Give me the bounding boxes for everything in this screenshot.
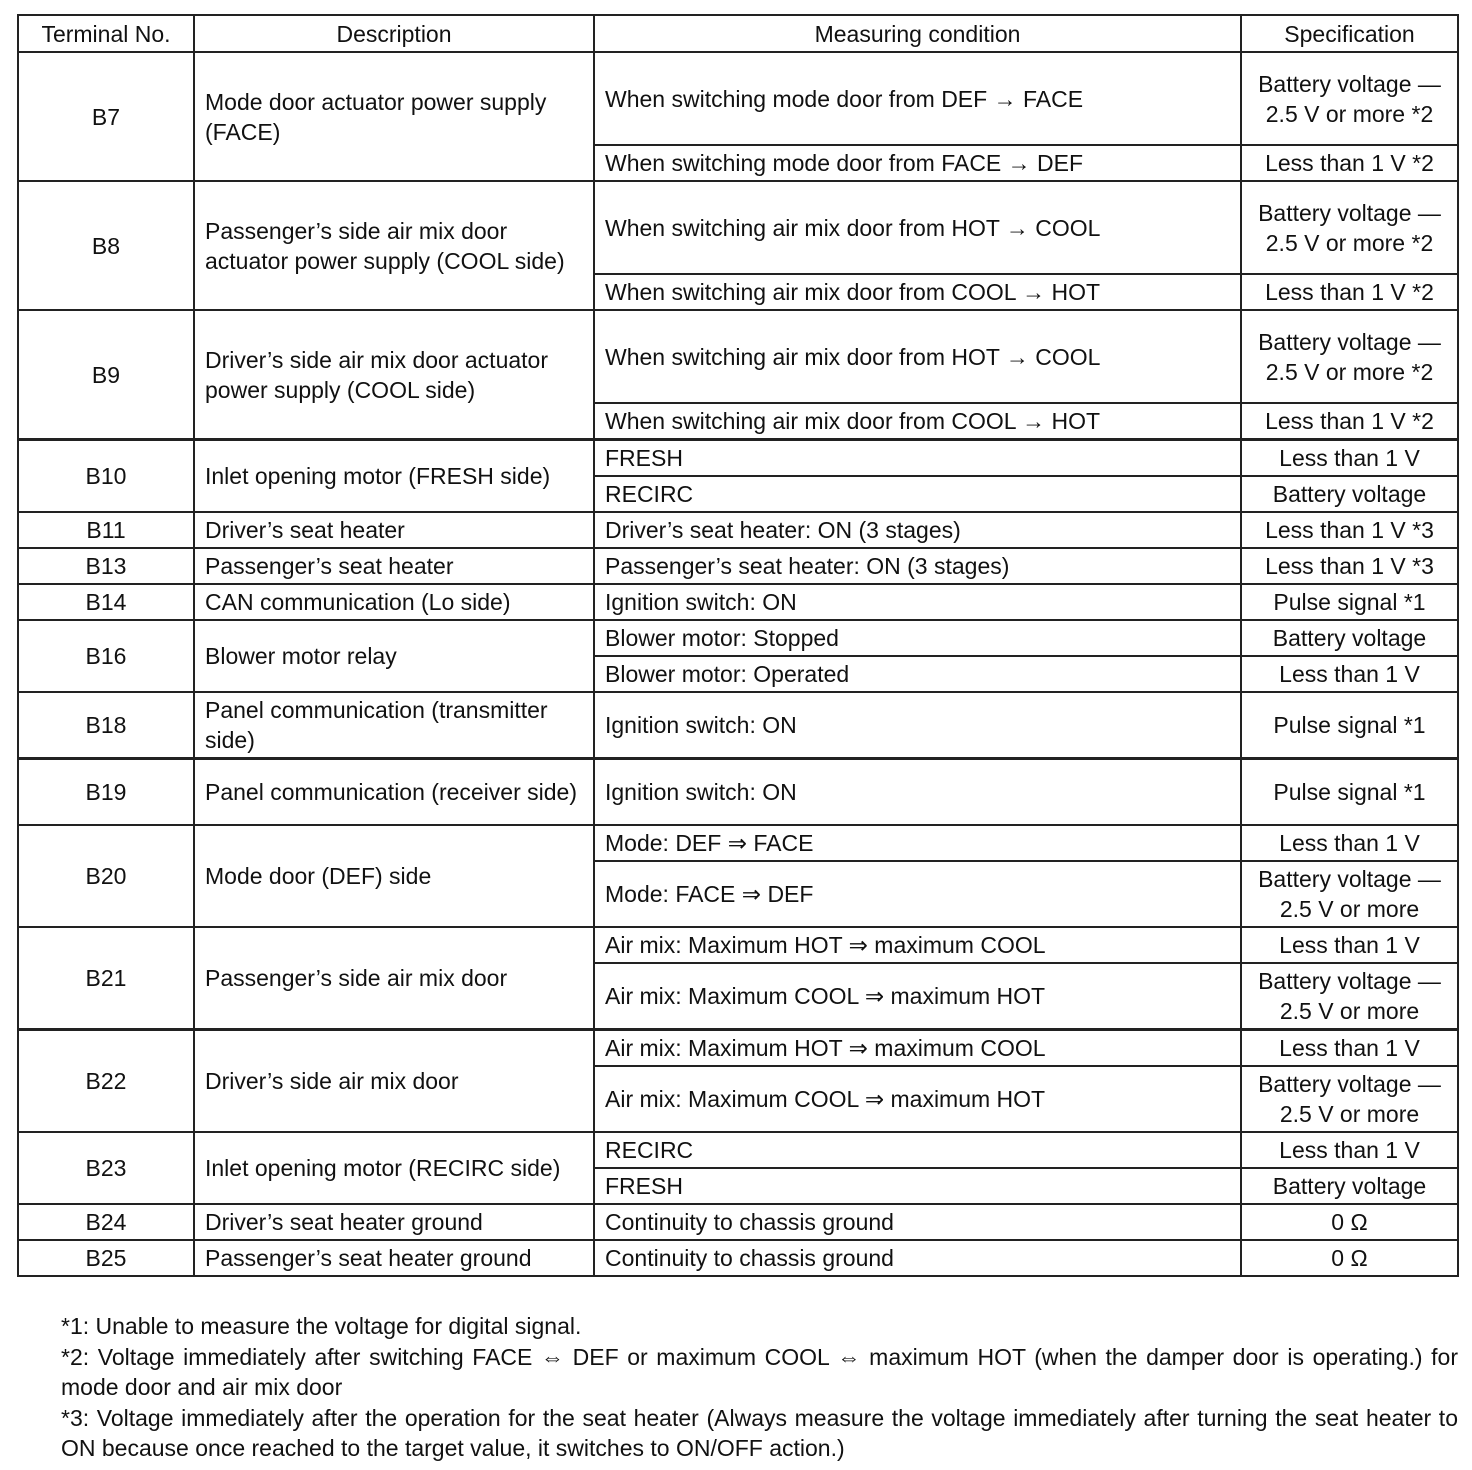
footnote-1: *1: Unable to measure the voltage for digital signal. [61,1313,582,1339]
specification: Less than 1 V *3 [1241,512,1458,548]
terminal-description: CAN communication (Lo side) [194,584,594,620]
terminal-description: Driver’s seat heater ground [194,1204,594,1240]
table-row [18,1240,1458,1276]
terminal-number: B14 [18,584,194,620]
specification: Less than 1 V [1241,1132,1458,1168]
table-header-row [18,15,1458,52]
measuring-condition: Air mix: Maximum HOT ⇒ maximum COOL [594,927,1241,963]
measuring-condition: Blower motor: Operated [594,656,1241,692]
terminal-description: Passenger’s seat heater [194,548,594,584]
table-row [18,310,1458,403]
measuring-condition: Blower motor: Stopped [594,620,1241,656]
table-row [18,1030,1458,1067]
measuring-condition: When switching air mix door from HOT → COOL [594,310,1241,403]
specification: Battery voltage [1241,476,1458,512]
terminal-number: B21 [18,927,194,1030]
measuring-condition: When switching mode door from FACE → DEF [594,145,1241,181]
terminal-number: B13 [18,548,194,584]
specification: 0 Ω [1241,1204,1458,1240]
measuring-condition: Mode: FACE ⇒ DEF [594,861,1241,927]
measuring-condition: Ignition switch: ON [594,584,1241,620]
measuring-condition: Air mix: Maximum HOT ⇒ maximum COOL [594,1030,1241,1067]
terminal-number: B22 [18,1030,194,1133]
specification: Battery voltage [1241,620,1458,656]
terminal-description: Inlet opening motor (RECIRC side) [194,1132,594,1204]
terminal-description: Mode door (DEF) side [194,825,594,927]
header-measuring-condition: Measuring condition [594,15,1241,52]
terminal-number: B18 [18,692,194,759]
terminal-number: B7 [18,52,194,181]
terminal-number: B23 [18,1132,194,1204]
terminal-number: B19 [18,759,194,826]
terminal-description: Panel communication (transmitter side) [194,692,594,759]
terminal-number: B24 [18,1204,194,1240]
measuring-condition: Ignition switch: ON [594,759,1241,826]
table-row [18,52,1458,145]
measuring-condition: When switching air mix door from HOT → COOL [594,181,1241,274]
terminal-number: B8 [18,181,194,310]
measuring-condition: Ignition switch: ON [594,692,1241,759]
measuring-condition: FRESH [594,440,1241,477]
specification: 0 Ω [1241,1240,1458,1276]
specification: Less than 1 V [1241,440,1458,477]
terminal-description: Mode door actuator power supply (FACE) [194,52,594,181]
terminal-spec-table [17,14,1459,1277]
terminal-description: Passenger’s side air mix door actuator power supply (COOL side) [194,181,594,310]
measuring-condition: RECIRC [594,476,1241,512]
table-row [18,181,1458,274]
specification: Battery voltage — 2.5 V or more [1241,861,1458,927]
measuring-condition: When switching mode door from DEF → FACE [594,52,1241,145]
specification: Battery voltage — 2.5 V or more *2 [1241,310,1458,403]
measuring-condition: RECIRC [594,1132,1241,1168]
terminal-number: B9 [18,310,194,440]
measuring-condition: Mode: DEF ⇒ FACE [594,825,1241,861]
specification: Pulse signal *1 [1241,692,1458,759]
measuring-condition: Air mix: Maximum COOL ⇒ maximum HOT [594,963,1241,1030]
terminal-description: Panel communication (receiver side) [194,759,594,826]
measuring-condition: Continuity to chassis ground [594,1204,1241,1240]
table-row [18,759,1458,826]
terminal-description: Driver’s seat heater [194,512,594,548]
table-row [18,1204,1458,1240]
specification: Less than 1 V *2 [1241,403,1458,440]
measuring-condition: Air mix: Maximum COOL ⇒ maximum HOT [594,1066,1241,1132]
specification: Less than 1 V [1241,825,1458,861]
specification: Less than 1 V [1241,927,1458,963]
table-row [18,825,1458,861]
terminal-description: Driver’s side air mix door [194,1030,594,1133]
header-specification: Specification [1241,15,1458,52]
specification: Less than 1 V *2 [1241,274,1458,310]
measuring-condition: FRESH [594,1168,1241,1204]
terminal-number: B20 [18,825,194,927]
footnotes [61,1311,1458,1464]
specification: Less than 1 V [1241,656,1458,692]
specification: Less than 1 V *2 [1241,145,1458,181]
terminal-number: B16 [18,620,194,692]
table-row [18,440,1458,477]
terminal-description: Passenger’s side air mix door [194,927,594,1030]
specification: Pulse signal *1 [1241,759,1458,826]
terminal-description: Blower motor relay [194,620,594,692]
table-row [18,512,1458,548]
measuring-condition: Driver’s seat heater: ON (3 stages) [594,512,1241,548]
terminal-description: Driver’s side air mix door actuator power supply (COOL side) [194,310,594,440]
measuring-condition: When switching air mix door from COOL → HOT [594,403,1241,440]
terminal-description: Passenger’s seat heater ground [194,1240,594,1276]
header-terminal-no: Terminal No. [18,15,194,52]
specification: Battery voltage — 2.5 V or more [1241,1066,1458,1132]
table-row [18,692,1458,759]
specification: Battery voltage — 2.5 V or more *2 [1241,181,1458,274]
table-row [18,620,1458,656]
terminal-number: B11 [18,512,194,548]
measuring-condition: Passenger’s seat heater: ON (3 stages) [594,548,1241,584]
table-row [18,584,1458,620]
measuring-condition: When switching air mix door from COOL → HOT [594,274,1241,310]
specification: Battery voltage [1241,1168,1458,1204]
terminal-number: B25 [18,1240,194,1276]
table-row [18,548,1458,584]
specification: Battery voltage — 2.5 V or more [1241,963,1458,1030]
footnote-2: *2: Voltage immediately after switching FACE ⇔ DEF or maximum COOL ⇔ maximum HOT (when the damper door is operating.) for mode door and air mix door [61,1343,1458,1400]
header-description: Description [194,15,594,52]
terminal-number: B10 [18,440,194,513]
footnote-3: *3: Voltage immediately after the operation for the seat heater (Always measure the voltage immediately after turning the seat heater to ON because once reached to the target value, it switches to ON/OFF action.) [61,1404,1458,1461]
specification: Less than 1 V [1241,1030,1458,1067]
terminal-description: Inlet opening motor (FRESH side) [194,440,594,513]
measuring-condition: Continuity to chassis ground [594,1240,1241,1276]
specification: Battery voltage — 2.5 V or more *2 [1241,52,1458,145]
table-row [18,927,1458,963]
specification: Pulse signal *1 [1241,584,1458,620]
specification: Less than 1 V *3 [1241,548,1458,584]
table-row [18,1132,1458,1168]
